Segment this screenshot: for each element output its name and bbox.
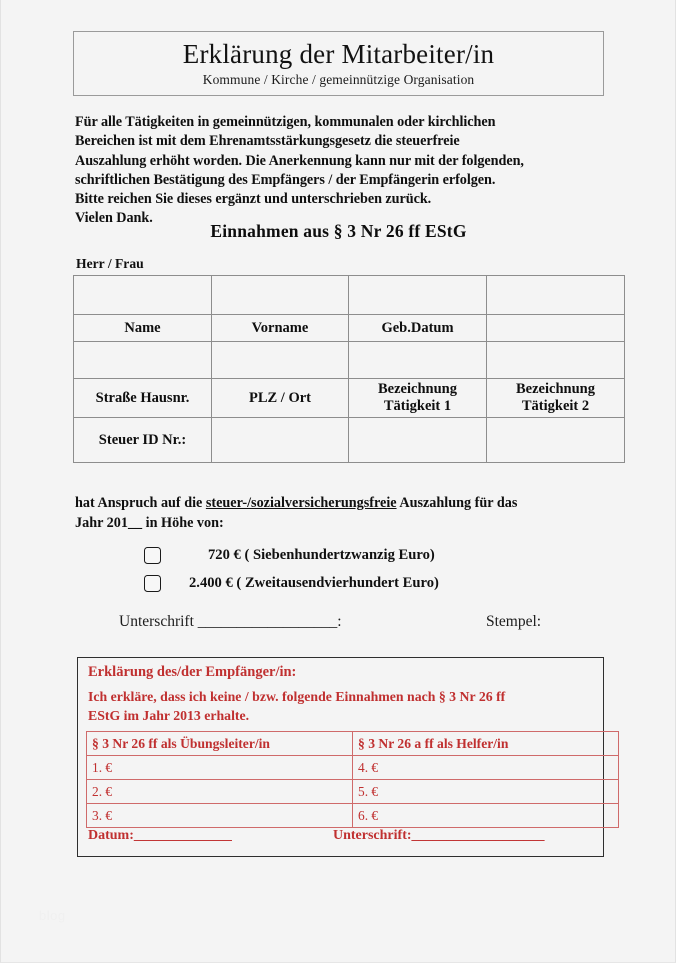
page-subtitle: Kommune / Kirche / gemeinnützige Organisation (202, 72, 475, 87)
table-row-input-1 (74, 276, 625, 315)
field-steuer-id-input-2[interactable] (349, 418, 487, 463)
document-title-box (73, 31, 604, 96)
field-plzort-input[interactable] (212, 342, 349, 379)
label-name: Name (74, 315, 212, 342)
field-taetigkeit-1-input[interactable] (349, 342, 487, 379)
personal-data-table (73, 275, 625, 463)
table-row-labels-2 (74, 379, 625, 418)
signature-field-label[interactable]: Unterschrift __________________: (119, 613, 342, 630)
income-entry-6[interactable]: 6. € (353, 804, 619, 828)
label-plzort: PLZ / Ort (212, 379, 349, 418)
stamp-field-label[interactable]: Stempel: (486, 613, 542, 630)
recipient-declaration-box (77, 657, 604, 857)
income-table-header-row (87, 732, 619, 756)
label-taetigkeit-2-line-2: Tätigkeit 2 (521, 398, 590, 414)
intro-line-2: Bereichen ist mit dem Ehrenamtsstärkungsgesetz die steuerfreie (75, 133, 460, 150)
income-entry-5[interactable]: 5. € (353, 780, 619, 804)
income-entry-1[interactable]: 1. € (87, 756, 353, 780)
option-row-2400[interactable] (144, 569, 564, 597)
section-heading: Einnahmen aus § 3 Nr 26 ff EStG (210, 221, 467, 241)
field-steuer-id-input-1[interactable] (212, 418, 349, 463)
declaration-text (88, 688, 588, 725)
label-taetigkeit-1-line-2: Tätigkeit 1 (383, 398, 452, 414)
field-steuer-id-input-3[interactable] (487, 418, 625, 463)
income-declaration-table (86, 731, 619, 828)
label-empty-1 (487, 315, 625, 342)
field-taetigkeit-2-input[interactable] (487, 342, 625, 379)
declaration-signature-field[interactable]: Unterschrift:___________________ (333, 828, 545, 843)
table-row-steuer-id (74, 418, 625, 463)
label-taetigkeit-2 (487, 379, 625, 418)
checkbox-2400-icon[interactable] (144, 575, 161, 592)
table-row-labels-1 (74, 315, 625, 342)
intro-line-1: Für alle Tätigkeiten in gemeinnützigen, kommunalen oder kirchlichen (75, 114, 496, 130)
option-label-720: 720 € ( Siebenhundertzwanzig Euro) (208, 546, 435, 563)
salutation-label: Herr / Frau (76, 256, 144, 271)
intro-line-5: Bitte reichen Sie dieses ergänzt und unterschrieben zurück. (75, 191, 432, 208)
label-vorname: Vorname (212, 315, 349, 342)
income-header-helfer: § 3 Nr 26 a ff als Helfer/in (353, 732, 619, 756)
intro-line-4: schriftlichen Bestätigung des Empfängers / der Empfängerin erfolgen. (75, 171, 496, 188)
field-name-input[interactable] (74, 276, 212, 315)
income-entry-4[interactable]: 4. € (353, 756, 619, 780)
claim-underlined-text: steuer-/sozialversicherungsfreie (205, 495, 397, 511)
claim-sentence (75, 493, 605, 533)
claim-line-2: Jahr 201__ in Höhe von: (75, 515, 224, 531)
checkbox-720-icon[interactable] (144, 547, 161, 564)
field-gebdatum-input[interactable] (349, 276, 487, 315)
declaration-text-line-2: EStG im Jahr 2013 erhalte. (88, 707, 250, 723)
income-entry-2[interactable]: 2. € (87, 780, 353, 804)
field-strasse-input[interactable] (74, 342, 212, 379)
declaration-heading: Erklärung des/der Empfänger/in: (88, 664, 297, 680)
document-sheet (1, 0, 675, 962)
table-row (87, 804, 619, 828)
intro-paragraph (75, 113, 600, 229)
intro-line-6: Vielen Dank. (75, 210, 153, 227)
label-taetigkeit-1-line-1: Bezeichnung (378, 381, 457, 397)
intro-line-3: Auszahlung erhöht worden. Die Anerkennung kann nur mit der folgenden, (75, 152, 524, 169)
field-extra-1-input[interactable] (487, 276, 625, 315)
page-title: Erklärung der Mitarbeiter/in (182, 39, 495, 69)
amount-options (144, 541, 564, 597)
income-entry-3[interactable]: 3. € (87, 804, 353, 828)
claim-part-2: Auszahlung für das (396, 495, 518, 511)
field-vorname-input[interactable] (212, 276, 349, 315)
declaration-datum-field[interactable]: Datum:______________ (88, 828, 232, 843)
table-row-input-2 (74, 342, 625, 379)
option-label-2400: 2.400 € ( Zweitausendvierhundert Euro) (189, 574, 439, 591)
declaration-text-line-1: Ich erkläre, dass ich keine / bzw. folgende Einnahmen nach § 3 Nr 26 ff (88, 689, 506, 704)
claim-part-1: hat Anspruch auf die (75, 495, 206, 511)
table-row (87, 756, 619, 780)
label-gebdatum: Geb.Datum (349, 315, 487, 342)
label-steuer-id: Steuer ID Nr.: (74, 418, 212, 463)
label-strasse: Straße Hausnr. (74, 379, 212, 418)
option-row-720[interactable] (144, 541, 564, 569)
table-row (87, 780, 619, 804)
income-header-uebungsleiter: § 3 Nr 26 ff als Übungsleiter/in (87, 732, 353, 756)
claim-line-1 (75, 493, 605, 513)
watermark-text: blog (39, 908, 66, 923)
label-taetigkeit-2-line-1: Bezeichnung (516, 381, 595, 397)
label-taetigkeit-1 (349, 379, 487, 418)
